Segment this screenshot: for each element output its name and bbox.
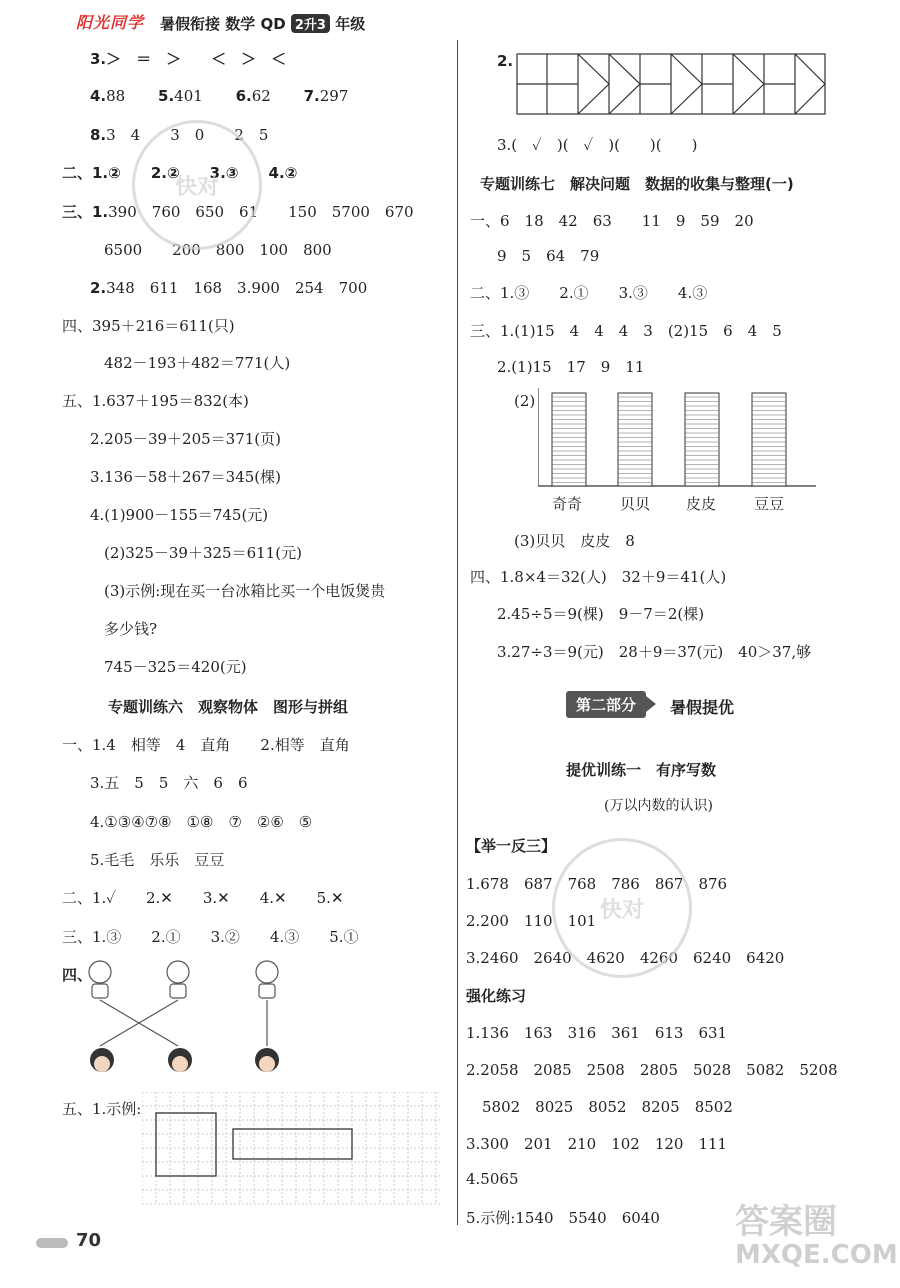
bar-figure: [538, 388, 818, 488]
answer-line: 3.( ✓ )( ✓ )( )( ): [497, 136, 698, 154]
answer-line: 一、1.4 相等 4 直角 2.相等 直角: [62, 736, 350, 754]
answer-line: 二、1.✓ 2.✕ 3.✕ 4.✕ 5.✕: [62, 889, 344, 907]
answer-line: 2.45÷5＝9(棵) 9－7＝2(棵): [497, 605, 705, 623]
answer-line: 3.五 5 5 六 6 6: [90, 774, 248, 792]
answer-line: (3)示例:现在买一台冰箱比买一个电饭煲贵: [104, 582, 386, 600]
subsection-heading: 【举一反三】: [466, 837, 557, 855]
answer-line: 1.678 687 768 786 867 876: [466, 875, 728, 893]
answer-line: 一、6 18 42 63 11 9 59 20: [470, 212, 754, 230]
answer-line: 4.①③④⑦⑧ ①⑧ ⑦ ②⑥ ⑤: [90, 813, 313, 831]
header-title-text: 暑假衔接 数学 QD: [160, 15, 286, 33]
header-title: [160, 13, 365, 34]
bar: [618, 393, 652, 486]
bar: [752, 393, 786, 486]
matching-figure: [80, 958, 300, 1088]
answer-line: 4.88 5.401 6.62 7.297: [90, 87, 349, 105]
part-title: 暑假提优: [670, 698, 735, 717]
answer-line: 1.136 163 316 361 613 631: [466, 1024, 728, 1042]
page-number-bar: [36, 1238, 68, 1248]
pattern-figure: [516, 53, 828, 117]
watermark-brand: 答案圈: [735, 1202, 837, 1242]
answer-line: 4.(1)900－155＝745(元): [90, 506, 269, 524]
answer-line: 2.: [497, 52, 514, 70]
answer-line: 3.136－58＋267＝345(棵): [90, 468, 281, 486]
answer-line: 745－325＝420(元): [104, 658, 247, 676]
answer-line: 3.300 201 210 102 120 111: [466, 1135, 728, 1153]
child-face-icon: [256, 961, 278, 983]
grade-suffix: 年级: [335, 15, 366, 33]
answer-line: 3.27÷3＝9(元) 28＋9＝37(元) 40＞37,够: [497, 643, 812, 661]
section-subtitle: (万以内数的认识): [604, 798, 713, 814]
bar-label: 贝贝: [620, 495, 651, 513]
answer-line: 2.205－39＋205＝371(页): [90, 430, 281, 448]
answer-line: 二、1.③ 2.① 3.③ 4.③: [470, 284, 708, 302]
answer-line: 2.200 110 101: [466, 912, 597, 930]
answer-line: 3.＞ ＝ ＞ ＜ ＞ ＜: [90, 50, 287, 68]
answer-line: 二、1.② 2.② 3.③ 4.②: [62, 164, 298, 182]
answer-line: (3)贝贝 皮皮 8: [514, 532, 635, 550]
answer-line: 五、1.示例:: [62, 1100, 142, 1118]
answer-line: 2.(1)15 17 9 11: [497, 358, 645, 376]
answer-line: 五、1.637＋195＝832(本): [62, 392, 249, 410]
watermark-stamp: 快对: [132, 120, 262, 250]
brand-logo: 阳光同学: [76, 13, 145, 32]
page-number: 70: [76, 1230, 102, 1251]
answer-line: 三、1.(1)15 4 4 4 3 (2)15 6 4 5: [470, 322, 782, 340]
answer-line: 四、395＋216＝611(只): [62, 317, 235, 335]
answer-line: 3.2460 2640 4620 4260 6240 6420: [466, 949, 785, 967]
answer-line: 四、: [62, 966, 93, 984]
answer-line: 2.2058 2085 2508 2805 5028 5082 5208: [466, 1061, 838, 1079]
answer-line: 5.示例:1540 5540 6040: [466, 1209, 660, 1227]
bar: [685, 393, 719, 486]
child-face-icon: [167, 961, 189, 983]
grade-badge: 2升3: [291, 14, 330, 33]
answer-line: 4.5065: [466, 1170, 519, 1188]
grid-drawing: [142, 1092, 446, 1208]
answer-line: (2): [514, 392, 536, 410]
answer-line: 三、1.390 760 650 61 150 5700 670: [62, 203, 414, 221]
answer-line: 2.348 611 168 3.900 254 700: [90, 279, 368, 297]
answer-line: 8.3 4 3 0 2 5: [90, 126, 269, 144]
section-title: 提优训练一 有序写数: [566, 761, 717, 779]
answer-line: (2)325－39＋325＝611(元): [104, 544, 302, 562]
watermark-stamp: 快对: [552, 838, 692, 978]
column-divider: [457, 40, 458, 1225]
subsection-heading: 强化练习: [466, 987, 527, 1005]
watermark-url: MXQE.COM: [735, 1240, 898, 1270]
answer-line: 多少钱?: [104, 620, 158, 638]
bar-label: 皮皮: [686, 495, 717, 513]
bar-label: 奇奇: [552, 495, 583, 513]
bar-label: 豆豆: [754, 495, 785, 513]
answer-line: 482－193＋482＝771(人): [104, 354, 291, 372]
answer-line: 5.毛毛 乐乐 豆豆: [90, 851, 225, 869]
answer-line: 5802 8025 8052 8205 8502: [482, 1098, 733, 1116]
answer-line: 三、1.③ 2.① 3.② 4.③ 5.①: [62, 928, 359, 946]
child-face-icon: [89, 961, 111, 983]
answer-line: 6500 200 800 100 800: [104, 241, 332, 259]
section-title: 专题训练七 解决问题 数据的收集与整理(一): [480, 175, 794, 193]
part-badge: 第二部分: [566, 691, 646, 718]
section-title: 专题训练六 观察物体 图形与拼组: [108, 698, 349, 716]
bar: [552, 393, 586, 486]
answer-line: 四、1.8×4＝32(人) 32＋9＝41(人): [470, 568, 727, 586]
answer-line: 9 5 64 79: [497, 247, 600, 265]
